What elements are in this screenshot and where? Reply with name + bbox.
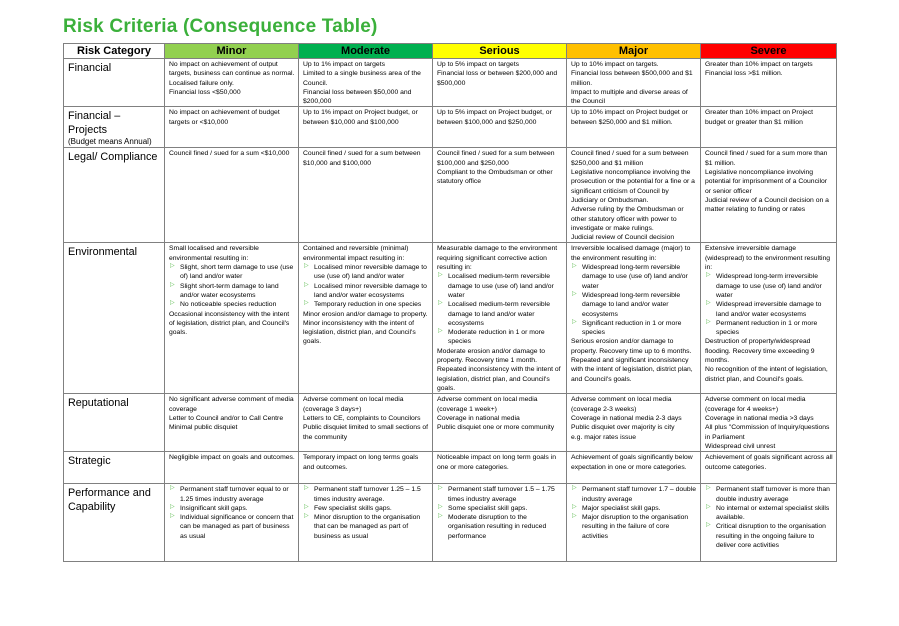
consequence-text: Adverse comment on local media (coverage 3 days+) — [303, 396, 404, 413]
consequence-text: Minimal public disquiet — [169, 424, 238, 432]
consequence-cell-moderate — [299, 59, 433, 107]
consequence-bullet-item: ▷ Permanent reduction in 1 or more species — [705, 319, 833, 338]
consequence-cell-minor — [165, 59, 299, 107]
consequence-bullet-item: ▷ Localised medium-term reversible damage to land and/or water ecosystems — [437, 300, 563, 328]
consequence-cell-serious — [433, 107, 567, 148]
consequence-text: Compliant to the Ombudsman or other statutory office — [437, 169, 553, 186]
consequence-bullet-item: ▷ Widespread long-term reversible damage to land and/or water ecosystems — [571, 291, 697, 319]
risk-category-cell — [64, 59, 165, 107]
consequence-bullet-item: ▷ Widespread irreversible damage to land and/or water ecosystems — [705, 300, 833, 319]
header-minor: Minor — [165, 44, 299, 59]
consequence-cell-severe — [701, 59, 837, 107]
table-row-financial — [64, 59, 837, 107]
consequence-bullet-item: ▷ Moderate disruption to the organisation resulting in reduced performance — [437, 513, 563, 541]
consequence-cell-major — [567, 59, 701, 107]
consequence-bullet-list — [169, 485, 295, 541]
table-row-legal-compliance — [64, 148, 837, 243]
risk-category-label: Financial – Projects — [68, 110, 121, 137]
consequence-bullet-item: ▷ Permanent staff turnover is more than double industry average — [705, 485, 833, 504]
consequence-cell-minor — [165, 107, 299, 148]
risk-category-cell — [64, 243, 165, 394]
risk-category-label: Performance and Capability — [68, 487, 151, 514]
consequence-text: No significant adverse comment of media coverage — [169, 396, 294, 413]
consequence-cell-minor — [165, 484, 299, 562]
consequence-bullet-item: ▷ Moderate reduction in 1 or more species — [437, 328, 563, 347]
consequence-text: Greater than 10% impact on Project budget or greater than $1 million — [705, 109, 814, 126]
risk-category-cell — [64, 107, 165, 148]
consequence-text: Serious erosion and/or damage to property. Recovery time up to 6 months. — [571, 338, 692, 355]
consequence-text: Up to 10% impact on targets. — [571, 61, 659, 68]
consequence-bullet-list — [169, 263, 295, 309]
consequence-text: Repeated and significant inconsistency with the intent of legislation, district plan, and Council's goals. — [571, 357, 693, 383]
consequence-text: Coverage in national media >3 days — [705, 415, 814, 423]
risk-category-label: Financial — [68, 62, 112, 74]
consequence-text: Noticeable impact on long term goals in one or more categories. — [437, 454, 557, 471]
consequence-cell-major — [567, 107, 701, 148]
table-row-performance-and-capability — [64, 484, 837, 562]
risk-category-cell — [64, 394, 165, 452]
header-severe: Severe — [701, 44, 837, 59]
consequence-bullet-item: ▷ Some specialist skill gaps. — [437, 504, 563, 513]
consequence-text: Greater than 10% impact on targets — [705, 61, 813, 68]
consequence-text: Adverse ruling by the Ombudsman or other statutory officer with power to investigate or make rulings. — [571, 206, 684, 232]
consequence-text: Achievement of goals significant across all outcome categories. — [705, 454, 833, 471]
consequence-text: Localised failure only. — [169, 79, 234, 87]
consequence-text: Coverage in national media 2-3 days — [571, 415, 682, 423]
consequence-cell-minor — [165, 148, 299, 243]
consequence-text: Public disquiet limited to small sections of the community — [303, 424, 429, 441]
consequence-text: Adverse comment on local media (coverage 1 week+) — [437, 396, 538, 413]
consequence-text: Council fined / sued for a sum <$10,000 — [169, 150, 290, 158]
consequence-bullet-list — [705, 272, 833, 337]
consequence-cell-severe — [701, 107, 837, 148]
consequence-bullet-item: ▷ Major specialist skill gaps. — [571, 504, 697, 513]
table-row-strategic — [64, 452, 837, 484]
consequence-bullet-item: ▷ No noticeable species reduction — [169, 300, 295, 309]
consequence-cell-minor — [165, 394, 299, 452]
consequence-text: Up to 5% impact on Project budget, or between $100,000 and $250,000 — [437, 109, 552, 126]
table-row-financial-projects — [64, 107, 837, 148]
consequence-bullet-item: ▷ Localised medium-term reversible damage to use (use of) land and/or water — [437, 272, 563, 300]
consequence-bullet-list — [303, 263, 429, 309]
consequence-bullet-item: ▷ Permanent staff turnover equal to or 1.25 times industry average — [169, 485, 295, 504]
consequence-cell-moderate — [299, 484, 433, 562]
risk-category-cell — [64, 484, 165, 562]
consequence-cell-severe — [701, 484, 837, 562]
consequence-bullet-item: ▷ Localised minor reversible damage to land and/or water ecosystems — [303, 282, 429, 301]
consequence-cell-serious — [433, 484, 567, 562]
consequence-cell-major — [567, 484, 701, 562]
consequence-bullet-item: ▷ Permanent staff turnover 1.7 – double industry average — [571, 485, 697, 504]
consequence-text: Up to 1% impact on Project budget, or between $10,000 and $100,000 — [303, 109, 418, 126]
consequence-text: Up to 1% impact on targets — [303, 61, 385, 68]
consequence-cell-major — [567, 148, 701, 243]
consequence-bullet-list — [437, 485, 563, 541]
consequence-cell-major — [567, 394, 701, 452]
consequence-text: Letter to Council and/or to Call Centre — [169, 415, 284, 423]
consequence-bullet-item: ▷ Temporary reduction in one species — [303, 300, 429, 309]
consequence-text: e.g. major rates issue — [571, 433, 636, 441]
consequence-bullet-item: ▷ Slight short-term damage to land and/or water ecosystems — [169, 282, 295, 301]
consequence-text: Destruction of property/widespread flooding. Recovery time exceeding 9 months. — [705, 338, 815, 365]
risk-category-cell — [64, 148, 165, 243]
consequence-cell-moderate — [299, 107, 433, 148]
consequence-bullet-list — [571, 485, 697, 541]
consequence-text: Adverse comment on local media (coverage 2-3 weeks) — [571, 396, 672, 413]
risk-category-label: Environmental — [68, 246, 138, 259]
consequence-bullet-item: ▷ Minor disruption to the organisation that can be managed as part of business as usual — [303, 513, 429, 541]
consequence-cell-severe — [701, 148, 837, 243]
consequence-text: Financial loss <$50,000 — [169, 88, 241, 96]
consequence-intro-text: Extensive irreversible damage (widespread) to the environment resulting in: — [705, 245, 831, 272]
risk-category-label: Legal/ Compliance — [68, 151, 158, 164]
consequence-cell-severe — [701, 243, 837, 394]
consequence-bullet-item: ▷ Significant reduction in 1 or more species — [571, 319, 697, 338]
header-risk-category: Risk Category — [64, 44, 165, 59]
consequence-intro-text: Small localised and reversible environmental resulting in: — [169, 245, 259, 262]
consequence-text: Widespread civil unrest — [705, 442, 776, 450]
consequence-text: Minor inconsistency with the intent of legislation, district plan, and Council's goals. — [303, 319, 416, 346]
risk-category-label: Reputational — [68, 397, 129, 410]
consequence-text: Limited to a single business area of the Council. — [303, 70, 421, 87]
consequence-cell-moderate — [299, 243, 433, 394]
consequence-text: Council fined / sued for a sum between $10,000 and $100,000 — [303, 150, 421, 167]
consequence-cell-major — [567, 243, 701, 394]
consequence-intro-text: Measurable damage to the environment requiring significant corrective action resulting in: — [437, 245, 558, 272]
consequence-text: Public disquiet one or more community — [437, 424, 555, 432]
consequence-bullet-list — [705, 485, 833, 550]
consequence-text: Negligible impact on goals and outcomes. — [169, 454, 295, 462]
consequence-text: Occasional inconsistency with the intent of legislation, district plan, and Council's goals. — [169, 310, 290, 337]
consequence-cell-minor — [165, 243, 299, 394]
header-row — [64, 44, 837, 59]
consequence-bullet-item: ▷ Few specialist skills gaps. — [303, 504, 429, 513]
consequence-text: Minor erosion and/or damage to property. — [303, 310, 428, 318]
consequence-bullet-item: ▷ Major disruption to the organisation resulting in the failure of core activities — [571, 513, 697, 541]
consequence-bullet-item: ▷ No internal or external specialist skills available. — [705, 504, 833, 523]
consequence-text: Council fined / sued for a sum more than $1 million. — [705, 150, 828, 167]
consequence-cell-major — [567, 452, 701, 484]
consequence-text: Repeated inconsistency with the intent of legislation, district plan, and Council's goals. — [437, 366, 561, 392]
consequence-cell-severe — [701, 394, 837, 452]
consequence-cell-minor — [165, 452, 299, 484]
consequence-text: No impact on achievement of output targets, business can continue as normal. — [169, 61, 295, 78]
consequence-bullet-item: ▷ Widespread long-term irreversible damage to use (use of) land and/or water — [705, 272, 833, 300]
consequence-cell-severe — [701, 452, 837, 484]
consequence-cell-moderate — [299, 148, 433, 243]
consequence-bullet-item: ▷ Slight, short term damage to use (use of) land and/or water — [169, 263, 295, 282]
header-major: Major — [567, 44, 701, 59]
consequence-text: Financial loss between $500,000 and $1 million. — [571, 70, 693, 87]
consequence-text: No recognition of the intent of legislation, district plan, and Council's goals. — [705, 366, 828, 383]
header-moderate: Moderate — [299, 44, 433, 59]
consequence-cell-moderate — [299, 394, 433, 452]
consequence-text: Judicial review of Council decision — [571, 234, 675, 242]
consequence-text: Impact to multiple and diverse areas of the Council — [571, 88, 688, 106]
consequence-bullet-list — [437, 272, 563, 346]
consequence-text: Financial loss >$1 million. — [705, 70, 783, 78]
table-row-environmental — [64, 243, 837, 394]
risk-criteria-table — [63, 43, 837, 562]
consequence-text: No impact on achievement of budget targets or <$10,000 — [169, 109, 280, 126]
consequence-text: Judicial review of a Council decision on a matter relating to funding or rates — [705, 196, 829, 214]
consequence-cell-serious — [433, 59, 567, 107]
risk-category-label: Strategic — [68, 455, 111, 468]
consequence-text: Financial loss or between $200,000 and $500,000 — [437, 70, 558, 87]
consequence-text: Council fined / sued for a sum between $250,000 and $1 million — [571, 150, 689, 167]
consequence-text: Achievement of goals significantly below expectation in one or more categories. — [571, 454, 693, 471]
consequence-text: Letters to CE, complaints to Councilors — [303, 415, 421, 423]
table-row-reputational — [64, 394, 837, 452]
consequence-text: All plus "Commission of Inquiry/questions in Parliament — [705, 424, 830, 441]
consequence-cell-serious — [433, 148, 567, 243]
consequence-text: Legislative noncompliance involving the prosecution or the potential for a fine or a significant criticism of Council by Judiciary or Ombudsman. — [571, 169, 695, 204]
consequence-intro-text: Contained and reversible (minimal) environmental impact resulting in: — [303, 245, 409, 262]
consequence-text: Adverse comment on local media (coverage for 4 weeks+) — [705, 396, 806, 413]
consequence-bullet-item: ▷ Permanent staff turnover 1.5 – 1.75 times industry average — [437, 485, 563, 504]
consequence-text: Financial loss between $50,000 and $200,000 — [303, 88, 412, 106]
consequence-bullet-item: ▷ Individual significance or concern that can be managed as part of business as usual — [169, 513, 295, 541]
consequence-text: Public disquiet over majority is city — [571, 424, 675, 432]
consequence-text: Coverage in national media — [437, 415, 520, 423]
consequence-text: Council fined / sued for a sum between $100,000 and $250,000 — [437, 150, 555, 167]
header-serious: Serious — [433, 44, 567, 59]
consequence-cell-serious — [433, 243, 567, 394]
consequence-bullet-list — [303, 485, 429, 541]
consequence-bullet-item: ▷ Permanent staff turnover 1.25 – 1.5 times industry average. — [303, 485, 429, 504]
consequence-intro-text: Irreversible localised damage (major) to the environment resulting in: — [571, 245, 691, 262]
consequence-bullet-item: ▷ Critical disruption to the organisation resulting in the ongoing failure to deliver core activities — [705, 522, 833, 550]
risk-category-cell — [64, 452, 165, 484]
consequence-text: Legislative noncompliance involving potential for imprisonment of a Councilor or senior officer — [705, 169, 828, 195]
consequence-cell-serious — [433, 452, 567, 484]
consequence-cell-moderate — [299, 452, 433, 484]
consequence-cell-serious — [433, 394, 567, 452]
consequence-text: Up to 10% impact on Project budget or between $250,000 and $1 million. — [571, 109, 688, 126]
consequence-text: Temporary impact on long terms goals and outcomes. — [303, 454, 419, 471]
page-title: Risk Criteria (Consequence Table) — [63, 16, 378, 37]
consequence-bullet-item: ▷ Widespread long-term reversible damage to use (use of) land and/or water — [571, 263, 697, 291]
consequence-bullet-item: ▷ Localised minor reversible damage to use (use of) land and/or water — [303, 263, 429, 282]
consequence-bullet-item: ▷ Insignificant skill gaps. — [169, 504, 295, 513]
consequence-bullet-list — [571, 263, 697, 337]
risk-category-note: (Budget means Annual) — [68, 137, 152, 147]
consequence-text: Up to 5% impact on targets — [437, 61, 519, 68]
consequence-text: Moderate erosion and/or damage to property. Recovery time 1 month. — [437, 347, 546, 365]
